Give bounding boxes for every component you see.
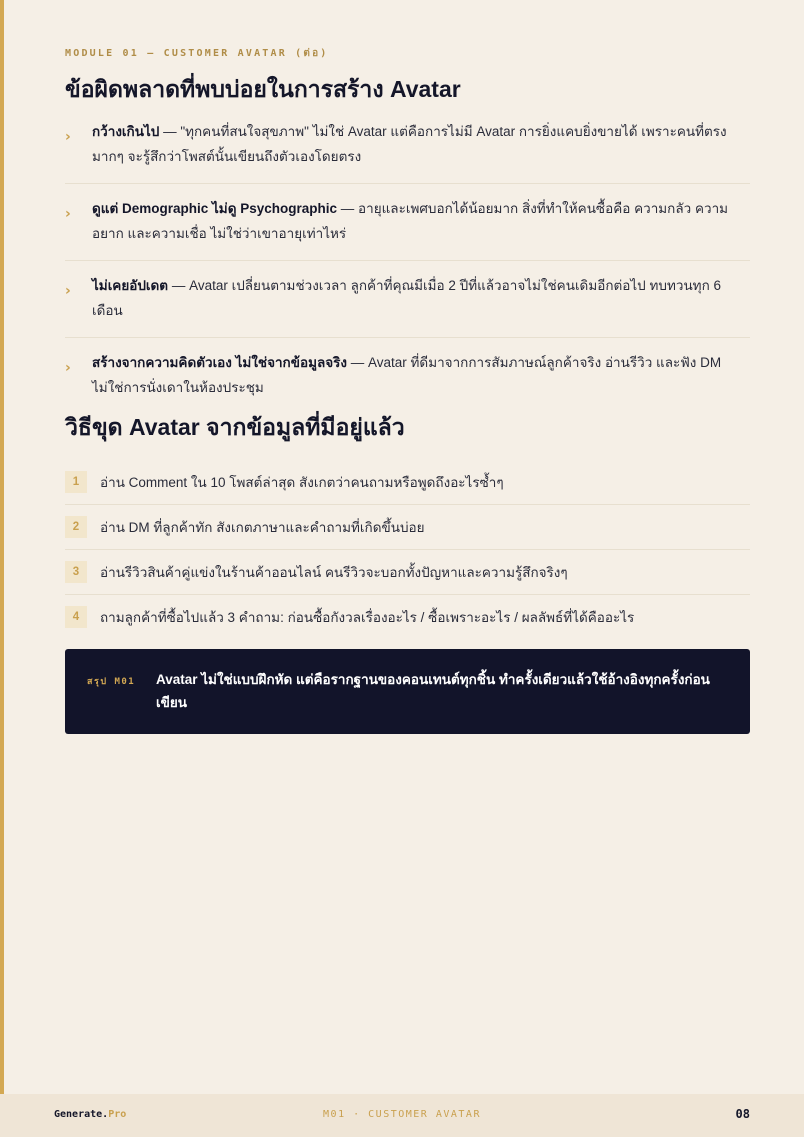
brand-main: Generate. xyxy=(54,1109,109,1120)
step-text: ถามลูกค้าที่ซื้อไปแล้ว 3 คำถาม: ก่อนซื้อกังวลเรื่องอะไร / ซื้อเพราะอะไร / ผลลัพธ์ที่ได้คืออะไร xyxy=(100,610,635,625)
chevron-right-icon: › xyxy=(65,129,71,145)
steps-list xyxy=(65,460,750,639)
mistake-heading: กว้างเกินไป xyxy=(92,124,160,139)
step-number-badge: 3 xyxy=(65,561,87,583)
mistake-text: — Avatar เปลี่ยนตามช่วงเวลา ลูกค้าที่คุณมีเมื่อ 2 ปีที่แล้วอาจไม่ใช่คนเดิมอีกต่อไป ทบทวนทุก 6 เดือน xyxy=(92,278,721,318)
page-title: ข้อผิดพลาดที่พบบ่อยในการสร้าง Avatar xyxy=(65,76,461,102)
mistake-item xyxy=(65,351,750,414)
mistake-heading: ไม่เคยอัปเดต xyxy=(92,278,169,293)
chevron-right-icon: › xyxy=(65,360,71,376)
page-number: 08 xyxy=(735,1107,750,1121)
step-number-badge: 1 xyxy=(65,471,87,493)
summary-text: Avatar ไม่ใช่แบบฝึกหัด แต่คือรากฐานของคอนเทนต์ทุกชิ้น ทำครั้งเดียวแล้วใช้อ้างอิงทุกครั้งก่อนเขียน xyxy=(156,672,710,710)
step-item xyxy=(65,505,750,550)
page-footer xyxy=(0,1094,804,1137)
step-item xyxy=(65,595,750,639)
mistake-item xyxy=(65,120,750,184)
section-title: วิธีขุด Avatar จากข้อมูลที่มีอยู่แล้ว xyxy=(65,414,405,440)
mistakes-list xyxy=(65,120,750,427)
step-text: อ่าน DM ที่ลูกค้าทัก สังเกตภาษาและคำถามที่เกิดขึ้นบ่อย xyxy=(100,520,425,535)
chevron-right-icon: › xyxy=(65,206,71,222)
mistake-heading: สร้างจากความคิดตัวเอง ไม่ใช่จากข้อมูลจริง xyxy=(92,355,347,370)
step-text: อ่านรีวิวสินค้าคู่แข่งในร้านค้าออนไลน์ คนรีวิวจะบอกทั้งปัญหาและความรู้สึกจริงๆ xyxy=(100,565,568,580)
module-eyebrow: MODULE 01 — CUSTOMER AVATAR (ต่อ) xyxy=(65,48,329,59)
step-number-badge: 4 xyxy=(65,606,87,628)
accent-bar xyxy=(0,0,4,1094)
mistake-text: — Avatar ที่ดีมาจากการสัมภาษณ์ลูกค้าจริง อ่านรีวิว และฟัง DM ไม่ใช่การนั่งเดาในห้องประชุม xyxy=(92,355,722,395)
mistake-text: — อายุและเพศบอกได้น้อยมาก สิ่งที่ทำให้คนซื้อคือ ความกลัว ความอยาก และความเชื่อ ไม่ใช่ว่าเขาอายุเท่าไหร่ xyxy=(92,201,729,241)
mistake-item xyxy=(65,197,750,261)
chevron-right-icon: › xyxy=(65,283,71,299)
summary-box xyxy=(65,649,750,734)
brand-accent: Pro xyxy=(108,1109,127,1120)
step-text: อ่าน Comment ใน 10 โพสต์ล่าสุด สังเกตว่าคนถามหรือพูดถึงอะไรซ้ำๆ xyxy=(100,475,504,490)
step-number-badge: 2 xyxy=(65,516,87,538)
step-item xyxy=(65,460,750,505)
mistake-item xyxy=(65,274,750,338)
mistake-heading: ดูแต่ Demographic ไม่ดู Psychographic xyxy=(92,201,337,216)
mistake-text: — "ทุกคนที่สนใจสุขภาพ" ไม่ใช่ Avatar แต่คือการไม่มี Avatar การยิ่งแคบยิ่งขายได้ เพราะคนที่ตรงมากๆ จะรู้สึกว่าโพสต์นั้นเขียนถึงตัวเองโดยตรง xyxy=(92,124,727,164)
footer-section-label: M01 · CUSTOMER AVATAR xyxy=(323,1109,481,1120)
summary-tag: สรุป M01 xyxy=(87,677,136,687)
step-item xyxy=(65,550,750,595)
